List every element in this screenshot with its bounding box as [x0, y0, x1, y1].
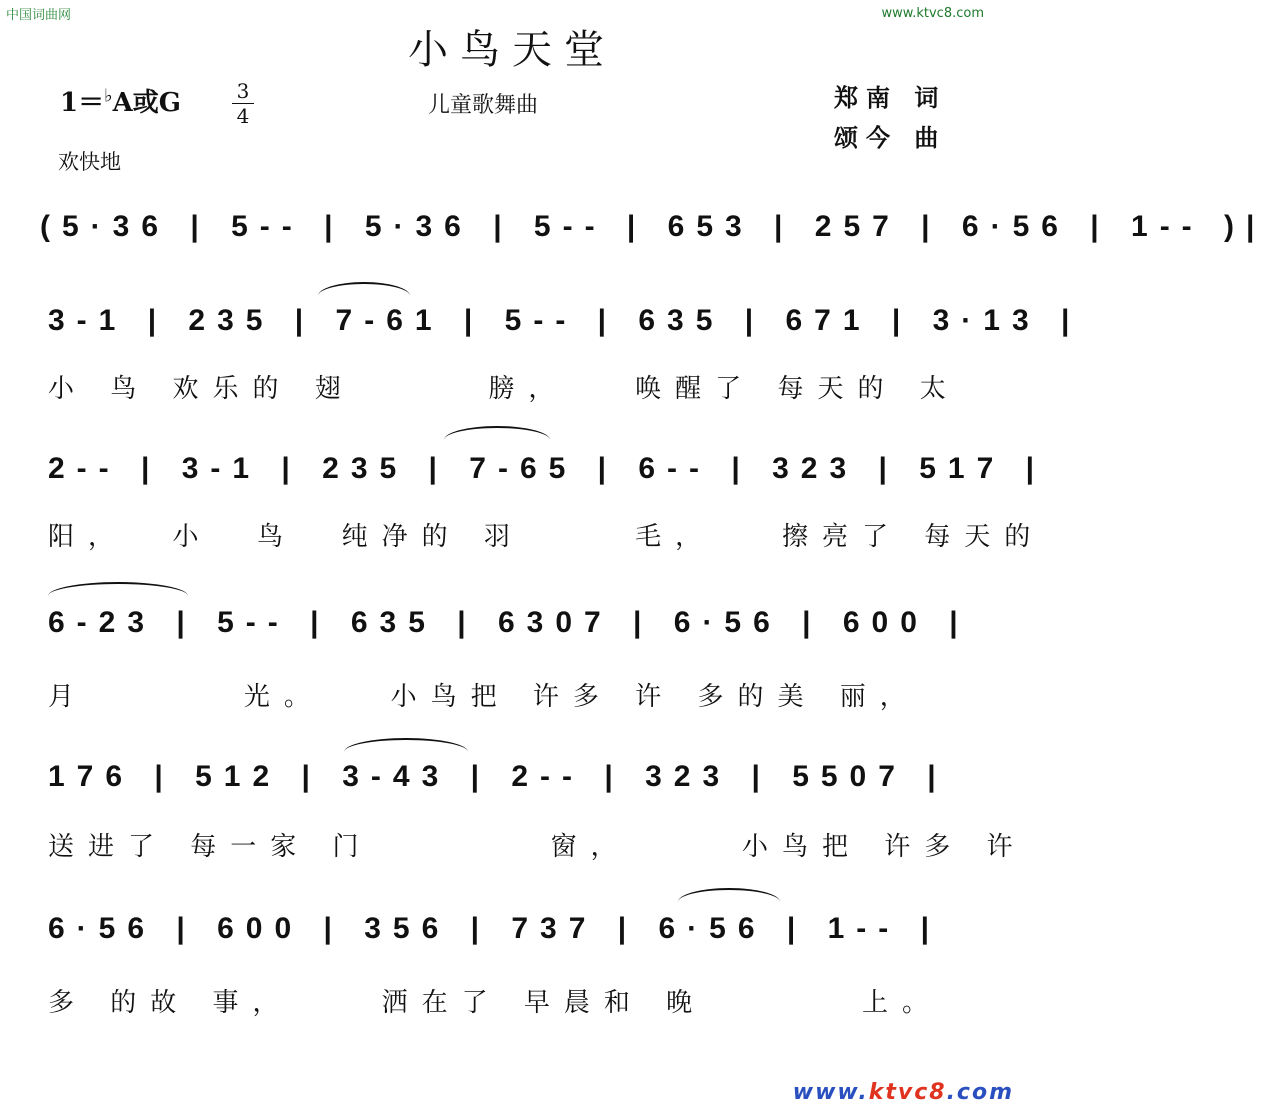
composer-credit: 颂今 曲 — [834, 124, 947, 152]
lyric-line-5: 多 的故 事， 洒在了 早晨和 晚 上。 — [48, 988, 942, 1018]
notation-line-2: 3-1 | 235 | 7-61 | 5-- | 635 | 671 | 3·13 | — [48, 304, 1082, 337]
site-name-left: 中国词曲网 — [6, 8, 72, 23]
song-title: 小鸟天堂 — [408, 27, 616, 73]
watermark-url — [793, 1080, 1014, 1105]
notation-line-6: 6·56 | 600 | 356 | 737 | 6·56 | 1-- | — [48, 912, 941, 945]
watermark-prefix: www. — [792, 1080, 869, 1105]
tempo-marking: 欢快地 — [58, 150, 121, 174]
key-prefix: 1＝ — [60, 88, 105, 118]
watermark-suffix: .com — [946, 1080, 1014, 1105]
notation-line-4: 6-23 | 5-- | 635 | 6307 | 6·56 | 600 | — [48, 606, 970, 639]
time-signature — [232, 80, 254, 127]
key-signature — [60, 82, 181, 119]
slur-mark — [678, 888, 780, 902]
slur-mark — [48, 582, 188, 596]
lyric-line-3: 月 光。 小鸟把 许多 许 多的美 丽， — [48, 682, 920, 712]
meter-top: 3 — [236, 79, 250, 103]
meter-bottom: 4 — [236, 104, 250, 128]
slur-mark — [318, 282, 410, 296]
slur-mark — [444, 426, 550, 440]
song-genre: 儿童歌舞曲 — [428, 93, 539, 118]
site-url-right[interactable]: www.ktvc8.com — [881, 6, 984, 21]
watermark-domain: ktvc8 — [868, 1080, 947, 1105]
slur-mark — [344, 738, 468, 752]
lyric-line-2: 阳， 小 鸟 纯净的 羽 毛， 擦亮了 每天的 — [48, 522, 1045, 552]
lyricist-credit: 郑南 词 — [834, 84, 947, 112]
notation-line-3: 2-- | 3-1 | 235 | 7-65 | 6-- | 323 | 517 | — [48, 452, 1047, 485]
key-note: A或G — [112, 88, 181, 118]
lyric-line-4: 送进了 每一家 门 窗， 小鸟把 许多 许 — [48, 832, 1027, 862]
flat-sign: ♭ — [104, 85, 113, 107]
lyric-line-1: 小 鸟 欢乐的 翅 膀， 唤醒了 每天的 太 — [48, 374, 960, 404]
notation-line-5: 176 | 512 | 3-43 | 2-- | 323 | 5507 | — [48, 760, 948, 793]
notation-line-1: (5·36 | 5-- | 5·36 | 5-- | 653 | 257 | 6·56 | 1-- )| — [40, 210, 1266, 243]
